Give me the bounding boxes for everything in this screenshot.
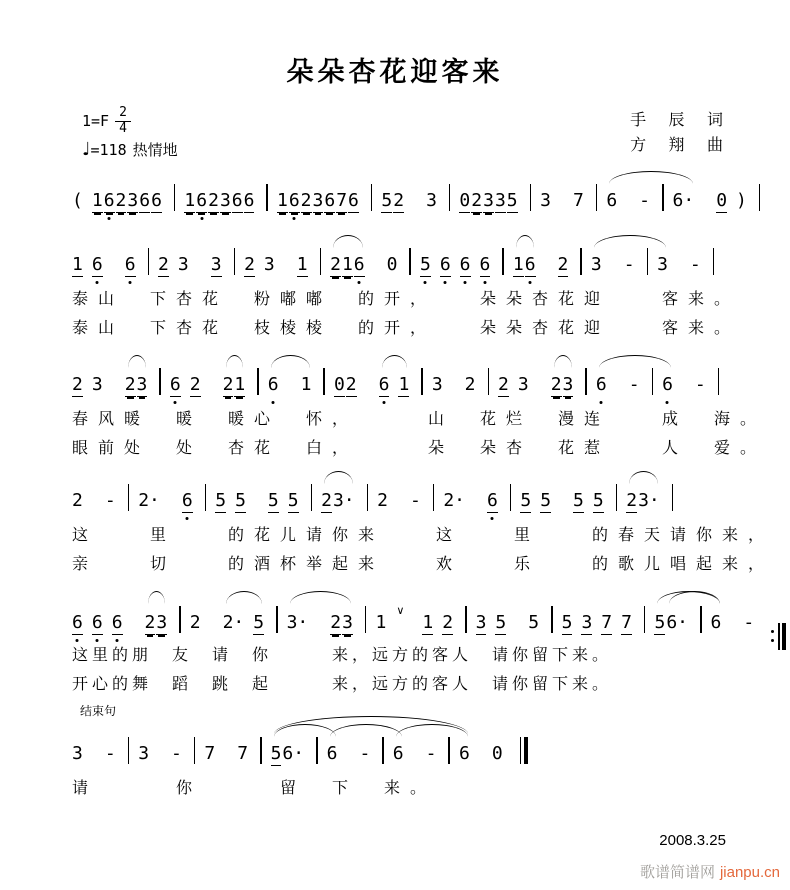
note-token: -	[628, 374, 640, 395]
barline	[260, 737, 262, 764]
note-token: 3	[562, 374, 574, 395]
page-title: 朵朵杏花迎客来	[286, 57, 504, 87]
barline	[257, 368, 259, 395]
barline	[530, 184, 532, 211]
watermark-link[interactable]: jianpu.cn	[719, 864, 780, 881]
slur-arc	[333, 235, 363, 248]
ending-line	[72, 702, 752, 800]
note-token: -	[689, 254, 701, 275]
note-token: 1	[300, 374, 312, 395]
barline	[700, 606, 702, 633]
note-token: 2	[345, 374, 357, 395]
note-token: 6	[91, 612, 103, 633]
note-token: 6	[479, 254, 491, 275]
note-token: 2	[442, 612, 454, 633]
barline	[365, 606, 367, 633]
note-token: 3	[72, 743, 83, 764]
note-token: 3	[475, 612, 487, 633]
note-token: 2	[189, 374, 201, 395]
note-token: 1	[72, 254, 83, 275]
note-token: 2	[115, 190, 127, 211]
note-token: 7	[601, 612, 613, 633]
note-token: 3	[127, 190, 139, 211]
verse-line-1	[72, 232, 752, 340]
barline	[502, 248, 504, 275]
barline	[179, 606, 181, 633]
note-token: 6	[91, 254, 103, 275]
lyrics-row: 这里的朋 友 请 你 来，远方的客人 请你留下来。	[72, 647, 613, 664]
slur-arc	[609, 171, 693, 184]
note-token: 2	[72, 490, 83, 511]
note-token: 6	[458, 743, 470, 764]
composer-credit: 方 翔 曲	[630, 137, 732, 154]
note-token: 3·	[332, 490, 355, 511]
lyricist-credit: 手 辰 词	[630, 112, 732, 129]
note-token: 3	[91, 374, 103, 395]
watermark-site-name: 歌谱简谱网	[639, 864, 715, 881]
note-token: 3·	[286, 612, 309, 633]
note-token: 2	[464, 374, 476, 395]
key-signature: 1=F	[82, 112, 110, 131]
note-token: 2·	[138, 490, 160, 511]
note-token: 3	[483, 190, 494, 211]
chorus-line-2	[72, 588, 755, 696]
barline	[382, 737, 384, 764]
lyrics-row: 亲 切 的酒杯举起来 欢 乐 的歌儿唱起来，	[72, 556, 775, 573]
note-token: 2	[498, 374, 509, 395]
expression-text: 热情地	[132, 141, 178, 159]
notation-row	[72, 588, 755, 638]
note-token: 3	[219, 190, 231, 211]
barline	[585, 368, 587, 395]
intro-line	[72, 168, 752, 218]
barline	[580, 248, 582, 275]
note-token: 6·	[282, 743, 305, 764]
lyrics-row: 泰山 下杏花 枝棱棱 的开， 朵朵杏花迎 客来。	[72, 320, 741, 337]
chorus-line-1	[72, 468, 775, 576]
slur-arc	[148, 591, 165, 604]
barline	[551, 606, 553, 633]
note-token: 2	[377, 490, 388, 511]
note-token: 6	[111, 612, 123, 633]
note-token: 1	[341, 254, 353, 275]
note-token: -	[639, 190, 650, 211]
barline	[433, 484, 435, 511]
note-token: -	[171, 743, 182, 764]
note-token: 6	[439, 254, 451, 275]
note-token: 1	[422, 612, 434, 633]
note-token: 6	[459, 254, 471, 275]
note-token: 6	[324, 190, 336, 211]
note-token: 6	[231, 190, 243, 211]
note-token: 5	[235, 490, 246, 511]
note-token: 3	[136, 374, 148, 395]
note-token: -	[104, 490, 116, 511]
barline	[616, 484, 618, 511]
note-token: 1	[276, 190, 288, 211]
note-token: 2	[550, 374, 562, 395]
note-token: 6	[169, 374, 181, 395]
note-token: 1	[375, 612, 387, 633]
notation-row	[72, 721, 752, 771]
note-token: -	[694, 374, 706, 395]
barline	[448, 737, 450, 764]
note-token: 6	[524, 254, 536, 275]
note-token: 2	[626, 490, 638, 511]
note-token: 1	[512, 254, 524, 275]
quarter-note-icon: ♩	[82, 138, 91, 160]
note-token: -	[743, 612, 755, 633]
date-text: 2008.3.25	[659, 832, 726, 849]
note-token: -	[623, 254, 635, 275]
barline	[662, 184, 664, 211]
barline	[672, 484, 674, 511]
note-token: 5	[267, 490, 279, 511]
note-token: 3	[342, 612, 353, 633]
note-token: 6·	[672, 190, 695, 211]
section-label: 结束句	[80, 704, 117, 718]
note-token: 6	[124, 254, 136, 275]
note-token: 6	[196, 190, 208, 211]
note-token: 1	[234, 374, 246, 395]
note-token: 2	[393, 190, 405, 211]
barline	[323, 368, 325, 395]
note-token: 6	[353, 254, 365, 275]
note-token: 2	[330, 254, 341, 275]
note-token: 2	[330, 612, 342, 633]
slur-arc	[271, 355, 310, 368]
note-token: 5	[520, 490, 532, 511]
note-token: 0	[333, 374, 345, 395]
note-token: 5	[561, 612, 573, 633]
note-token: 5	[270, 743, 282, 764]
note-token: 5	[419, 254, 431, 275]
notation-row	[72, 468, 752, 518]
barline	[276, 606, 278, 633]
slur-arc	[290, 591, 351, 604]
note-token: 3	[263, 254, 275, 275]
note-token: 2	[208, 190, 219, 211]
note-token: 2	[144, 612, 156, 633]
note-token: 7	[336, 190, 348, 211]
note-token: 0	[716, 190, 728, 211]
note-token: 5	[506, 190, 518, 211]
barline	[759, 184, 761, 211]
lyrics-row: 眼前处 处 杏花 白， 朵 朵杏 花惹 人 爱。	[72, 440, 767, 457]
note-token: 2	[471, 190, 483, 211]
note-token: 2	[244, 254, 255, 275]
note-token: 3	[540, 190, 551, 211]
lyrics-row: 开心的舞 蹈 跳 起 来，远方的客人 请你留下来。	[72, 676, 613, 693]
note-token: 2	[72, 374, 83, 395]
note-token: 6	[267, 374, 279, 395]
note-token: 1	[91, 190, 103, 211]
slur-arc	[599, 355, 671, 368]
note-token: 5	[215, 490, 227, 511]
note-token: 3	[517, 374, 529, 395]
barline	[367, 484, 369, 511]
barline	[421, 368, 423, 395]
time-signature-numerator: 2	[115, 106, 131, 122]
note-token: 6	[326, 743, 338, 764]
note-token: 3	[138, 743, 150, 764]
note-token: 6	[151, 190, 162, 211]
note-token: -	[104, 743, 116, 764]
note-token: 0	[491, 743, 503, 764]
note-token: 2	[222, 374, 234, 395]
note-token: 3	[431, 374, 443, 395]
barline	[234, 248, 236, 275]
barline	[311, 484, 313, 511]
barline	[409, 248, 411, 275]
note-token: 6	[392, 743, 404, 764]
note-token: 2	[158, 254, 169, 275]
note-token: 5	[287, 490, 299, 511]
lyrics-row: 这 里 的花儿请你来 这 里 的春天请你来，	[72, 527, 775, 544]
note-token: 5	[495, 612, 507, 633]
time-signature-denominator: 4	[119, 120, 127, 136]
note-token: 5	[573, 490, 584, 511]
note-token: 6	[139, 190, 151, 211]
note-token: 2	[557, 254, 569, 275]
note-token: 0	[386, 254, 398, 275]
note-token: 5	[654, 612, 666, 633]
slur-arc	[382, 355, 407, 368]
note-token: 3	[657, 254, 668, 275]
note-token: 6	[243, 190, 255, 211]
barline	[128, 484, 130, 511]
slur-arc	[128, 355, 146, 368]
slur-arc	[226, 355, 243, 368]
note-token: 3	[312, 190, 324, 211]
slur-arc	[226, 591, 262, 604]
barline	[647, 248, 649, 275]
barline	[449, 184, 451, 211]
note-token: 5	[540, 490, 552, 511]
tempo-value: =118	[90, 140, 127, 159]
breath-mark: ∨	[396, 604, 405, 617]
note-token: 2·	[222, 612, 245, 633]
note-token: 6	[606, 190, 618, 211]
note-token: 7	[572, 190, 584, 211]
barline	[316, 737, 318, 764]
note-token: 3	[156, 612, 168, 633]
note-token: 3	[177, 254, 189, 275]
barline	[266, 184, 268, 211]
notation-row	[72, 232, 752, 282]
note-token: 1	[184, 190, 196, 211]
note-token: 3	[426, 190, 437, 211]
note-token: 7	[237, 743, 249, 764]
note-token: -	[359, 743, 371, 764]
note-token: 1	[296, 254, 308, 275]
note-token: 6	[378, 374, 390, 395]
note-token: -	[425, 743, 437, 764]
note-token: 3·	[638, 490, 660, 511]
slur-arc	[594, 235, 666, 248]
note-token: 6	[348, 190, 359, 211]
barline	[148, 248, 150, 275]
note-token: 3	[494, 190, 506, 211]
note-token: 2·	[443, 490, 465, 511]
barline	[128, 737, 130, 764]
barline	[596, 184, 598, 211]
barline	[652, 368, 654, 395]
note-token: 5	[253, 612, 265, 633]
note-token: 2	[124, 374, 136, 395]
barline	[174, 184, 176, 211]
note-token: 2	[189, 612, 201, 633]
note-token: 2	[321, 490, 332, 511]
barline	[644, 606, 646, 633]
repeat-end-barline	[771, 623, 786, 650]
note-token: 0	[459, 190, 471, 211]
barline	[718, 368, 720, 395]
note-token: )	[736, 190, 747, 211]
slur-arc	[516, 235, 534, 248]
note-token: 6	[662, 374, 673, 395]
watermark	[640, 861, 780, 882]
note-token: 1	[398, 374, 410, 395]
barline	[205, 484, 207, 511]
note-token: 3	[590, 254, 602, 275]
barline	[194, 737, 196, 764]
notation-row	[72, 168, 752, 218]
note-token: -	[409, 490, 421, 511]
note-token: 5	[381, 190, 393, 211]
note-token: 6	[181, 490, 193, 511]
note-token: 5	[528, 612, 540, 633]
slur-arc	[629, 471, 658, 484]
note-token: 6	[72, 612, 83, 633]
note-token: 6	[710, 612, 722, 633]
note-token: 6	[288, 190, 300, 211]
slur-arc	[324, 471, 353, 484]
note-token: 7	[204, 743, 216, 764]
lyrics-row: 请 你 留 下 来。	[72, 780, 437, 797]
lyrics-row: 春风暖 暖 暖心 怀， 山 花烂 漫连 成 海。	[72, 411, 767, 428]
barline	[713, 248, 715, 275]
note-token: 2	[300, 190, 312, 211]
barline	[371, 184, 373, 211]
note-token: 6	[595, 374, 607, 395]
note-token: (	[72, 190, 83, 211]
verse-line-2	[72, 352, 767, 460]
note-token: 7	[621, 612, 632, 633]
note-token: 6·	[666, 612, 688, 633]
note-token: 5	[592, 490, 604, 511]
barline	[488, 368, 490, 395]
barline	[465, 606, 467, 633]
note-token: 6	[103, 190, 115, 211]
note-token: 3	[581, 612, 593, 633]
barline	[320, 248, 322, 275]
final-barline	[520, 737, 528, 764]
notation-row	[72, 352, 752, 402]
note-token: 3	[210, 254, 222, 275]
slur-arc	[554, 355, 572, 368]
note-token: 6	[487, 490, 498, 511]
barline	[159, 368, 161, 395]
lyrics-row: 泰山 下杏花 粉嘟嘟 的开， 朵朵杏花迎 客来。	[72, 291, 741, 308]
barline	[510, 484, 512, 511]
